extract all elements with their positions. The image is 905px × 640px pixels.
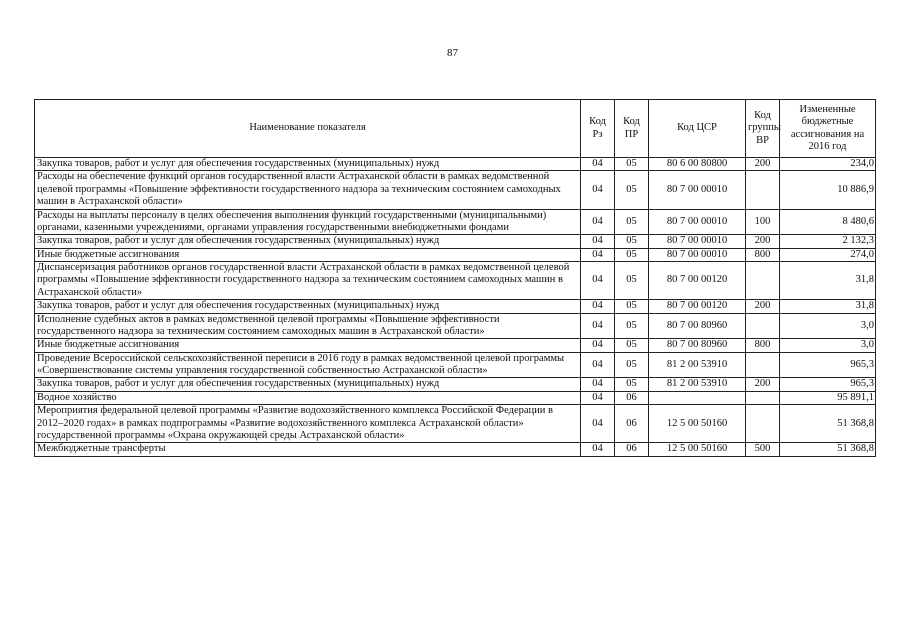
table-row [35, 235, 876, 248]
cell-vr [746, 313, 780, 339]
cell-amount: 8 480,6 [780, 209, 876, 235]
table-row [35, 248, 876, 261]
cell-rz: 04 [581, 378, 615, 391]
cell-name: Закупка товаров, работ и услуг для обеспечения государственных (муниципальных) нужд [35, 300, 581, 313]
cell-vr [746, 171, 780, 209]
table-row [35, 171, 876, 209]
cell-vr: 800 [746, 248, 780, 261]
cell-csr: 81 2 00 53910 [649, 352, 746, 378]
cell-pr: 05 [615, 158, 649, 171]
cell-rz: 04 [581, 171, 615, 209]
cell-amount: 51 368,8 [780, 405, 876, 443]
table-row [35, 443, 876, 456]
cell-rz: 04 [581, 405, 615, 443]
table-body [35, 158, 876, 457]
cell-name: Закупка товаров, работ и услуг для обеспечения государственных (муниципальных) нужд [35, 378, 581, 391]
cell-name: Межбюджетные трансферты [35, 443, 581, 456]
cell-pr: 05 [615, 300, 649, 313]
cell-pr: 05 [615, 171, 649, 209]
table-row [35, 158, 876, 171]
cell-amount: 2 132,3 [780, 235, 876, 248]
cell-rz: 04 [581, 235, 615, 248]
cell-csr: 80 7 00 80960 [649, 313, 746, 339]
cell-amount: 3,0 [780, 313, 876, 339]
cell-name: Иные бюджетные ассигнования [35, 248, 581, 261]
cell-rz: 04 [581, 248, 615, 261]
cell-vr: 500 [746, 443, 780, 456]
header-vr: Код группы ВР [746, 100, 780, 158]
cell-csr: 80 7 00 00010 [649, 209, 746, 235]
cell-pr: 06 [615, 391, 649, 404]
cell-csr: 80 7 00 00120 [649, 262, 746, 300]
cell-csr: 80 7 00 00010 [649, 248, 746, 261]
cell-name: Мероприятия федеральной целевой программы «Развитие водохозяйственного комплекса Российской Федерации в 2012–2020 годах» в рамках подпрограммы «Развитие водохозяйственного комплекса Астраханской области» государственной программы «Охрана окружающей среды Астраханской области» [35, 405, 581, 443]
cell-pr: 05 [615, 339, 649, 352]
page-number: 87 [447, 47, 458, 59]
cell-csr: 80 7 00 80960 [649, 339, 746, 352]
table-row [35, 352, 876, 378]
cell-vr [746, 391, 780, 404]
cell-name: Закупка товаров, работ и услуг для обеспечения государственных (муниципальных) нужд [35, 158, 581, 171]
cell-rz: 04 [581, 209, 615, 235]
cell-pr: 05 [615, 248, 649, 261]
table-header-row [35, 100, 876, 158]
cell-amount: 95 891,1 [780, 391, 876, 404]
table-row [35, 209, 876, 235]
cell-amount: 274,0 [780, 248, 876, 261]
table-row [35, 262, 876, 300]
cell-csr: 80 7 00 00010 [649, 235, 746, 248]
table-row [35, 378, 876, 391]
cell-vr: 800 [746, 339, 780, 352]
cell-name: Закупка товаров, работ и услуг для обеспечения государственных (муниципальных) нужд [35, 235, 581, 248]
cell-csr: 80 6 00 80800 [649, 158, 746, 171]
cell-csr: 81 2 00 53910 [649, 378, 746, 391]
cell-csr: 12 5 00 50160 [649, 405, 746, 443]
cell-rz: 04 [581, 313, 615, 339]
cell-name: Расходы на выплаты персоналу в целях обеспечения выполнения функций государственными (муниципальными) органами, казенными учреждениями, органами управления государственными внебюджетными фондами [35, 209, 581, 235]
cell-rz: 04 [581, 300, 615, 313]
cell-vr: 200 [746, 378, 780, 391]
cell-csr: 80 7 00 00010 [649, 171, 746, 209]
budget-table [34, 99, 876, 457]
cell-name: Иные бюджетные ассигнования [35, 339, 581, 352]
cell-amount: 3,0 [780, 339, 876, 352]
cell-amount: 31,8 [780, 262, 876, 300]
cell-rz: 04 [581, 262, 615, 300]
header-amount: Измененные бюджетные ассигнования на 2016 год [780, 100, 876, 158]
cell-pr: 05 [615, 313, 649, 339]
header-csr: Код ЦСР [649, 100, 746, 158]
cell-amount: 10 886,9 [780, 171, 876, 209]
cell-vr [746, 405, 780, 443]
cell-name: Диспансеризация работников органов государственной власти Астраханской области в рамках ведомственной целевой программы «Повышение эффективности государственного надзора за техническим состоянием самоходных машин в Астраханской области» [35, 262, 581, 300]
cell-rz: 04 [581, 158, 615, 171]
cell-csr [649, 391, 746, 404]
cell-pr: 05 [615, 378, 649, 391]
cell-name: Водное хозяйство [35, 391, 581, 404]
header-name: Наименование показателя [35, 100, 581, 158]
cell-pr: 05 [615, 209, 649, 235]
cell-vr: 200 [746, 235, 780, 248]
table-row [35, 313, 876, 339]
cell-name: Исполнение судебных актов в рамках ведомственной целевой программы «Повышение эффективности государственного надзора за техническим состоянием самоходных машин в Астраханской области» [35, 313, 581, 339]
cell-amount: 31,8 [780, 300, 876, 313]
cell-pr: 05 [615, 262, 649, 300]
header-rz: Код Рз [581, 100, 615, 158]
table-row [35, 339, 876, 352]
cell-vr [746, 352, 780, 378]
cell-rz: 04 [581, 391, 615, 404]
cell-amount: 234,0 [780, 158, 876, 171]
cell-name: Расходы на обеспечение функций органов государственной власти Астраханской области в рамках ведомственной целевой программы «Повышение эффективности государственного надзора за техническим состоянием самоходных машин в Астраханской области» [35, 171, 581, 209]
cell-pr: 06 [615, 405, 649, 443]
table-row [35, 405, 876, 443]
cell-amount: 965,3 [780, 378, 876, 391]
cell-vr [746, 262, 780, 300]
cell-rz: 04 [581, 352, 615, 378]
cell-amount: 965,3 [780, 352, 876, 378]
cell-vr: 200 [746, 300, 780, 313]
cell-pr: 05 [615, 235, 649, 248]
table-row [35, 391, 876, 404]
cell-rz: 04 [581, 339, 615, 352]
cell-csr: 80 7 00 00120 [649, 300, 746, 313]
cell-pr: 06 [615, 443, 649, 456]
cell-pr: 05 [615, 352, 649, 378]
cell-rz: 04 [581, 443, 615, 456]
header-pr: Код ПР [615, 100, 649, 158]
cell-csr: 12 5 00 50160 [649, 443, 746, 456]
cell-name: Проведение Всероссийской сельскохозяйственной переписи в 2016 году в рамках ведомственной целевой программы «Совершенствование системы управления государственной собственностью Астраханской области» [35, 352, 581, 378]
cell-amount: 51 368,8 [780, 443, 876, 456]
cell-vr: 200 [746, 158, 780, 171]
table-row [35, 300, 876, 313]
cell-vr: 100 [746, 209, 780, 235]
